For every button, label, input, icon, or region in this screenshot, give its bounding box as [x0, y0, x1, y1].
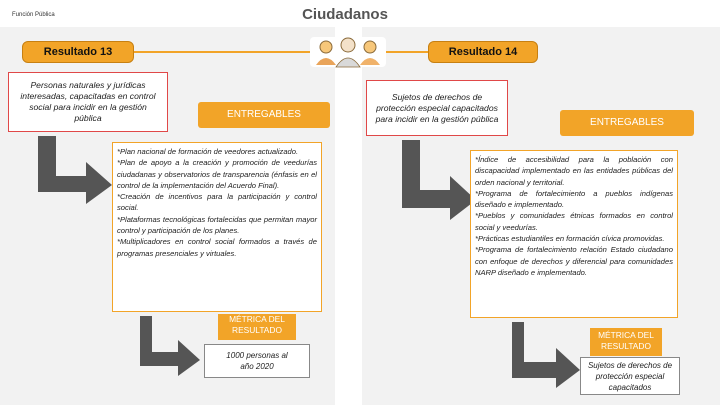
down-right-arrow-icon [34, 136, 114, 204]
list-item: *Creación de incentivos para la participación y control social. [117, 192, 317, 213]
left-metric-value-text: 1000 personas al año 2020 [226, 351, 288, 371]
down-right-arrow-icon [138, 316, 202, 376]
result-14-description [366, 80, 508, 136]
result-13-description [8, 72, 168, 132]
right-metric-value [580, 357, 680, 395]
right-deliverables-list [470, 150, 678, 318]
right-deliverables-badge: ENTREGABLES [560, 110, 694, 136]
list-item: *Programa de fortalecimiento relación Estado ciudadano con enfoque de derechos y diferencial para comunidades NARP diseñado e implementado. [475, 245, 673, 277]
list-item: *Prácticas estudiantiles en formación cívica promovidas. [475, 234, 665, 244]
down-right-arrow-icon [510, 322, 582, 388]
left-metric-badge [218, 314, 296, 340]
left-metric-label: MÉTRICA DEL RESULTADO [229, 314, 285, 335]
right-metric-label: MÉTRICA DEL RESULTADO [598, 330, 654, 351]
result-13-description-text: Personas naturales y jurídicas interesadas, capacitadas en control social para incidir en la gestión pública [20, 80, 156, 123]
list-item: *Índice de accesibilidad para la población con discapacidad implementado en las entidades públicas del orden nacional y territorial. [475, 155, 673, 187]
left-metric-value [204, 344, 310, 378]
section-label: Función Pública [12, 12, 55, 18]
right-metric-value-text: Sujetos de derechos de protección especial capacitados [587, 360, 673, 392]
list-item: *Plataformas tecnológicas fortalecidas que permitan mayor control y participación de los planes. [117, 214, 317, 236]
list-item: *Plan de apoyo a la creación y promoción de veedurías ciudadanas y observatorios de transparencia (énfasis en el control de la implementación del Acuerdo Final). [117, 158, 317, 190]
list-item: *Pueblos y comunidades étnicas formados en control social y veedurías. [475, 211, 673, 232]
left-deliverables-badge: ENTREGABLES [198, 102, 330, 128]
people-group-icon [308, 35, 388, 69]
page-title: Ciudadanos [302, 6, 388, 23]
down-right-arrow-icon [398, 140, 478, 220]
left-deliverables-list [112, 142, 322, 312]
result-14-badge: Resultado 14 [428, 41, 538, 63]
result-14-description-text: Sujetos de derechos de protección especial capacitados para incidir en la gestión pública [375, 91, 499, 124]
result-13-badge: Resultado 13 [22, 41, 134, 63]
list-item: *Plan nacional de formación de veedores actualizado. [117, 147, 299, 156]
list-item: *Programa de fortalecimiento a pueblos indígenas diseñado e implementado. [475, 188, 673, 210]
right-metric-badge [590, 328, 662, 356]
list-item: *Multiplicadores en control social formados a través de programas presenciales y virtuales. [117, 237, 317, 258]
